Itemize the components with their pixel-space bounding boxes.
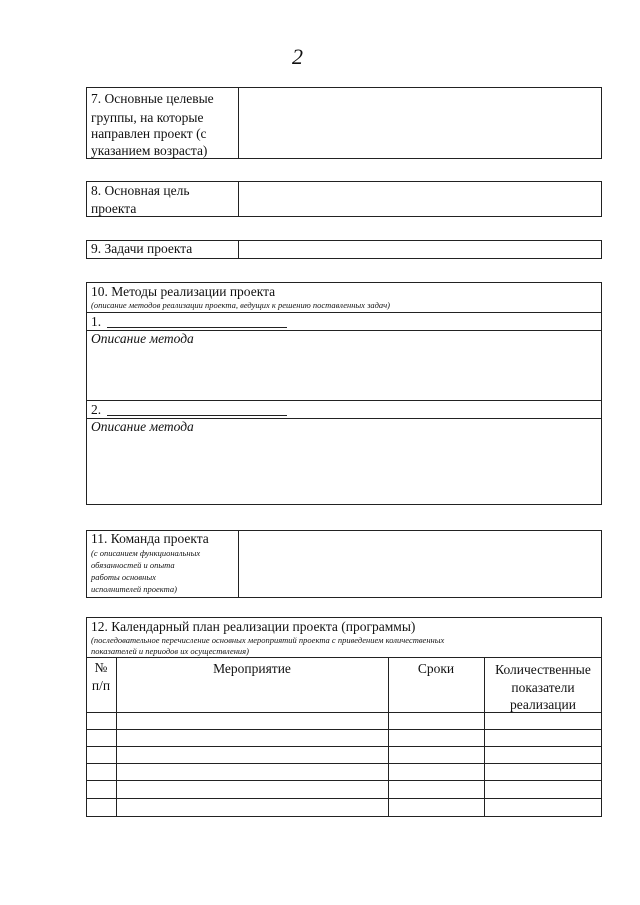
section-11-note-line-2: обязанностей и опыта: [91, 560, 175, 570]
section-10-title: 10. Методы реализации проекта: [91, 284, 276, 299]
col-header-num-line-1: №: [94, 660, 108, 675]
col-header-indicators-line-2: показатели: [511, 680, 575, 695]
section-11-title: 11. Команда проекта: [91, 531, 209, 546]
section-12-header-top-line: [86, 657, 602, 658]
section-11-value-field[interactable]: [240, 531, 600, 597]
section-10-row-line-1: [86, 312, 602, 313]
section-11-note-line-3: работы основных: [91, 572, 156, 582]
col-header-event: Мероприятие: [213, 661, 291, 676]
method-1-description: Описание метода: [91, 331, 194, 346]
section-7-value-field[interactable]: [240, 88, 600, 158]
section-9-value-field[interactable]: [240, 241, 600, 258]
section-9-divider: [238, 240, 239, 259]
col-header-dates: Сроки: [417, 661, 455, 676]
plan-row-6[interactable]: [87, 799, 601, 816]
section-11-note-line-1: (с описанием функциональных: [91, 548, 201, 558]
method-2-number: 2.: [91, 402, 102, 417]
section-7-label-line-2: группы, на которые: [91, 110, 204, 125]
section-12-note-line-2: показателей и периодов их осуществления): [91, 646, 249, 656]
section-10-table: [86, 282, 602, 505]
method-2-name-underline[interactable]: [107, 415, 287, 416]
section-8-label-line-1: 8. Основная цель: [91, 183, 190, 198]
section-11-divider: [238, 530, 239, 598]
section-8-value-field[interactable]: [240, 182, 600, 216]
section-10-row-line-3: [86, 400, 602, 401]
page-number: 2: [292, 44, 303, 69]
section-10-note: (описание методов реализации проекта, ведущих к решению поставленных задач): [91, 300, 390, 310]
col-header-indicators-line-1: Количественные: [495, 662, 591, 677]
method-1-number: 1.: [91, 314, 102, 329]
section-7-divider: [238, 87, 239, 159]
section-12-title: 12. Календарный план реализации проекта (программы): [91, 619, 416, 634]
plan-row-4[interactable]: [87, 764, 601, 779]
plan-row-5[interactable]: [87, 781, 601, 797]
section-9-label: 9. Задачи проекта: [91, 241, 193, 256]
method-1-name-underline[interactable]: [107, 327, 287, 328]
plan-row-2[interactable]: [87, 730, 601, 745]
col-header-indicators-line-3: реализации: [510, 697, 576, 712]
plan-row-3[interactable]: [87, 747, 601, 762]
section-11-note-line-4: исполнителей проекта): [91, 584, 177, 594]
section-12-note-line-1: (последовательное перечисление основных мероприятий проекта с приведением количественных: [91, 635, 445, 645]
section-8-label-line-2: проекта: [91, 201, 137, 216]
col-header-num-line-2: п/п: [91, 678, 111, 693]
section-7-label-line-4: указанием возраста): [91, 143, 208, 158]
section-7-label-line-3: направлен проект (с: [91, 126, 207, 141]
plan-row-1[interactable]: [87, 713, 601, 728]
method-2-description: Описание метода: [91, 419, 194, 434]
section-7-label-line-1: 7. Основные целевые: [91, 91, 214, 106]
section-8-divider: [238, 181, 239, 217]
